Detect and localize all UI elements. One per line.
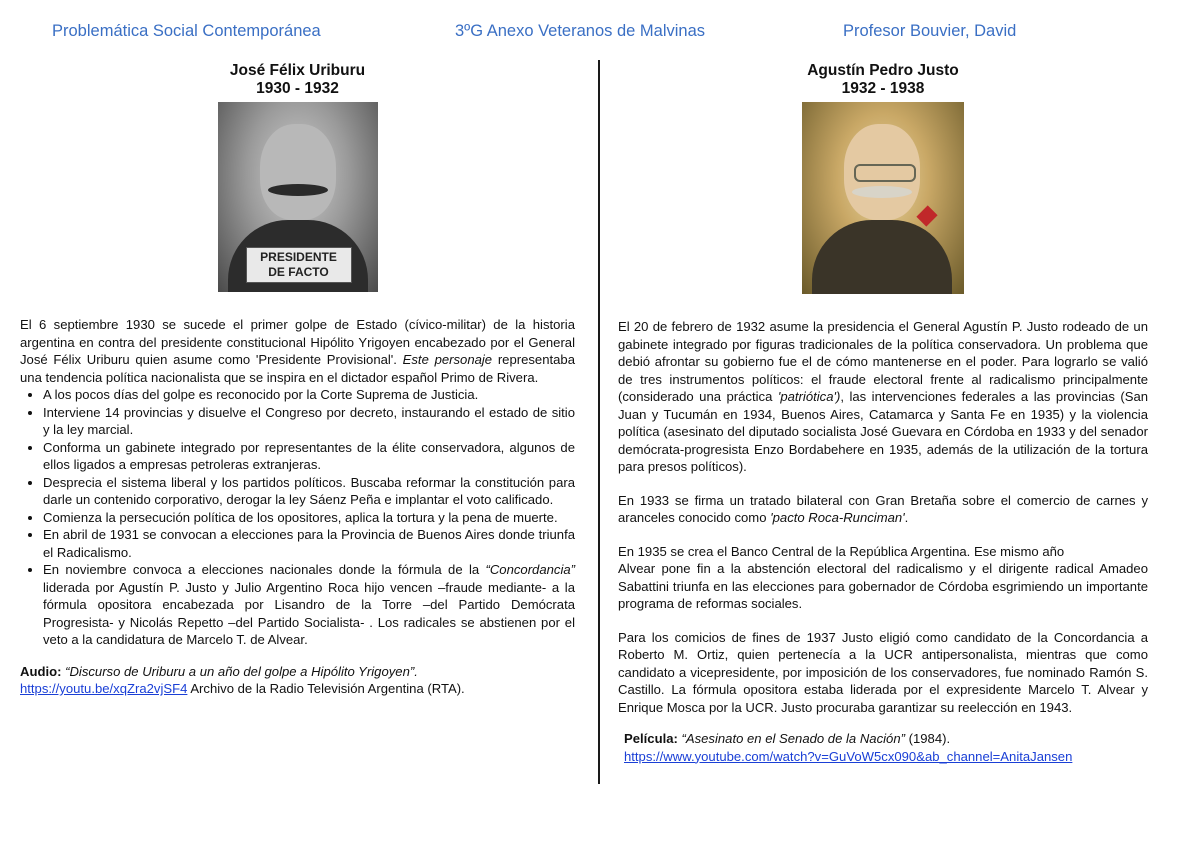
justo-paragraph-2 <box>618 492 1148 527</box>
justo-name: Agustín Pedro Justo <box>807 62 959 79</box>
justo-paragraph-4: Para los comicios de fines de 1937 Justo eligió como candidato de la Concordancia a Roberto M. Ortiz, quien pertenecía a la UCR antipersonalista, mientras que como candidato a vicepresidente, por imposición de los conservadores, fue nominado Ramón S. Castillo. La fórmula opositora estaba liderada por el expresidente Marcelo T. Alvear y Enrique Mosca por la UCR. Justo procuraba garantizar su reelección en 1943. <box>618 629 1148 715</box>
intro-text-a: El 6 septiembre 1930 se sucede el primer golpe de Estado (cívico-militar) de la historia argentina en contra del presidente constitucional Hipólito Yrigoyen encabezado por el General José Félix Uriburu quien asume como 'Presidente Provisional'. <box>20 317 575 367</box>
film-reference <box>618 730 1148 765</box>
audio-source: Archivo de la Radio Televisión Argentina (RTA). <box>187 681 465 696</box>
badge-line-1: PRESIDENTE <box>260 250 337 264</box>
film-title: “Asesinato en el Senado de la Nación” <box>677 731 905 746</box>
audio-title: “Discurso de Uriburu a un año del golpe a Hipólito Yrigoyen”. <box>61 663 418 679</box>
bullet-text-a: En noviembre convoca a elecciones nacionales donde la fórmula de la <box>43 562 486 577</box>
p2-text-c: . <box>904 510 909 525</box>
bullet-item: • Desprecia el sistema liberal y los partidos políticos. Buscaba reformar la constitución para darle un contenido corporativo, derogar la ley Sáenz Peña e implantar el voto calificado. <box>43 474 575 509</box>
justo-column <box>618 62 1148 765</box>
bullet-item: • Interviene 14 provincias y disuelve el Congreso por decreto, instaurando el estado de sitio y la ley marcial. <box>43 404 575 439</box>
uriburu-years: 1930 - 1932 <box>256 80 339 97</box>
bullet-item: • En abril de 1931 se convocan a elecciones para la Provincia de Buenos Aires donde triunfa el Radicalismo. <box>43 526 575 561</box>
portrait-ribbon <box>916 205 937 226</box>
presidente-de-facto-badge <box>246 247 352 283</box>
column-divider <box>598 60 600 784</box>
film-link[interactable]: https://www.youtube.com/watch?v=GuVoW5cx090&ab_channel=AnitaJansen <box>624 748 1073 764</box>
intro-text-c: representaba una tendencia política nacionalista que se inspira en el dictador español Primo de Rivera. <box>20 352 575 385</box>
portrait-mustache <box>268 184 328 196</box>
uriburu-bullet-list <box>20 386 575 649</box>
badge-line-2: DE FACTO <box>268 265 329 279</box>
p3-rest: Alvear pone fin a la abstención electoral del radicalismo y el dirigente radical Amadeo Sabattini triunfa en las elecciones para gobernador de Córdoba esgrimiendo un importante programa de reformas sociales. <box>618 561 1148 611</box>
bullet-item-concordancia <box>43 561 575 649</box>
header-teacher: Profesor Bouvier, David <box>843 22 1017 40</box>
portrait-mustache <box>852 186 912 198</box>
justo-portrait <box>802 102 964 294</box>
p1-text-c: , las intervenciones federales a las provincias (San Juan y Tucumán en 1934, Buenos Aires, Catamarca y Santa Fe en 1935) y la violencia política (asesinato del diputado socialista José Guevara en Córdoba en 1933 y del senador demócrata-progresista Enzo Bordabehere en 1935, además de la utilización de la tortura para presos políticos). <box>618 389 1149 474</box>
uriburu-name: José Félix Uriburu <box>229 62 366 79</box>
portrait-suit <box>812 220 952 294</box>
audio-label: Audio: <box>20 663 62 679</box>
uriburu-column <box>20 62 575 698</box>
header-course: 3ºG Anexo Veteranos de Malvinas <box>455 22 706 40</box>
intro-text-italic: Este personaje <box>402 352 493 367</box>
bullet-item: • A los pocos días del golpe es reconocido por la Corte Suprema de Justicia. <box>43 386 575 404</box>
p3-line-1: En 1935 se crea el Banco Central de la República Argentina. Ese mismo año <box>618 543 1065 559</box>
bullet-item: • Conforma un gabinete integrado por representantes de la élite conservadora, algunos de ellos ligados a empresas petroleras extranjeras. <box>43 439 575 474</box>
audio-link[interactable]: https://youtu.be/xqZra2vjSF4 <box>20 681 188 696</box>
p2-italic: 'pacto Roca-Runciman' <box>770 510 905 525</box>
uriburu-intro <box>20 316 575 386</box>
justo-years: 1932 - 1938 <box>841 80 925 97</box>
header-subject: Problemática Social Contemporánea <box>52 22 321 40</box>
film-label: Película: <box>624 731 678 746</box>
film-year: (1984). <box>904 731 951 746</box>
concordancia-italic: “Concordancia” <box>485 562 575 577</box>
bullet-item: • Comienza la persecución política de los opositores, aplica la tortura y la pena de muerte. <box>43 509 575 527</box>
portrait-face <box>260 124 336 220</box>
p2-text-a: En 1933 se firma un tratado bilateral con Gran Bretaña sobre el comercio de carnes y aranceles conocido como <box>618 492 1148 525</box>
bullet-text-c: liderada por Agustín P. Justo y Julio Argentino Roca hijo vencen –fraude mediante- a la fórmula opositora encabezada por Lisandro de la Torre –del Partido Demócrata Progresista- y Nicolás Repetto –del Partido Socialista- . Los radicales se abstienen por el veto a la candidatura de Marcelo T. de Alvear. <box>43 579 575 647</box>
audio-reference <box>20 663 575 698</box>
justo-paragraph-3 <box>618 543 1148 613</box>
uriburu-portrait <box>218 102 378 292</box>
p1-italic: 'patriótica') <box>777 389 841 404</box>
p1-text-a: El 20 de febrero de 1932 asume la presidencia el General Agustín P. Justo rodeado de un gabinete integrado por figuras tradicionales de la política conservadora. Un problema que debió afrontar su gobierno fue el de cómo mantenerse en el poder. Para lograrlo se valió de tres instrumentos políticos: el fraude electoral frente al radicalismo principalmente (considerado una práctica <box>618 319 1148 404</box>
justo-paragraph-1 <box>618 318 1148 476</box>
portrait-glasses <box>854 164 916 182</box>
